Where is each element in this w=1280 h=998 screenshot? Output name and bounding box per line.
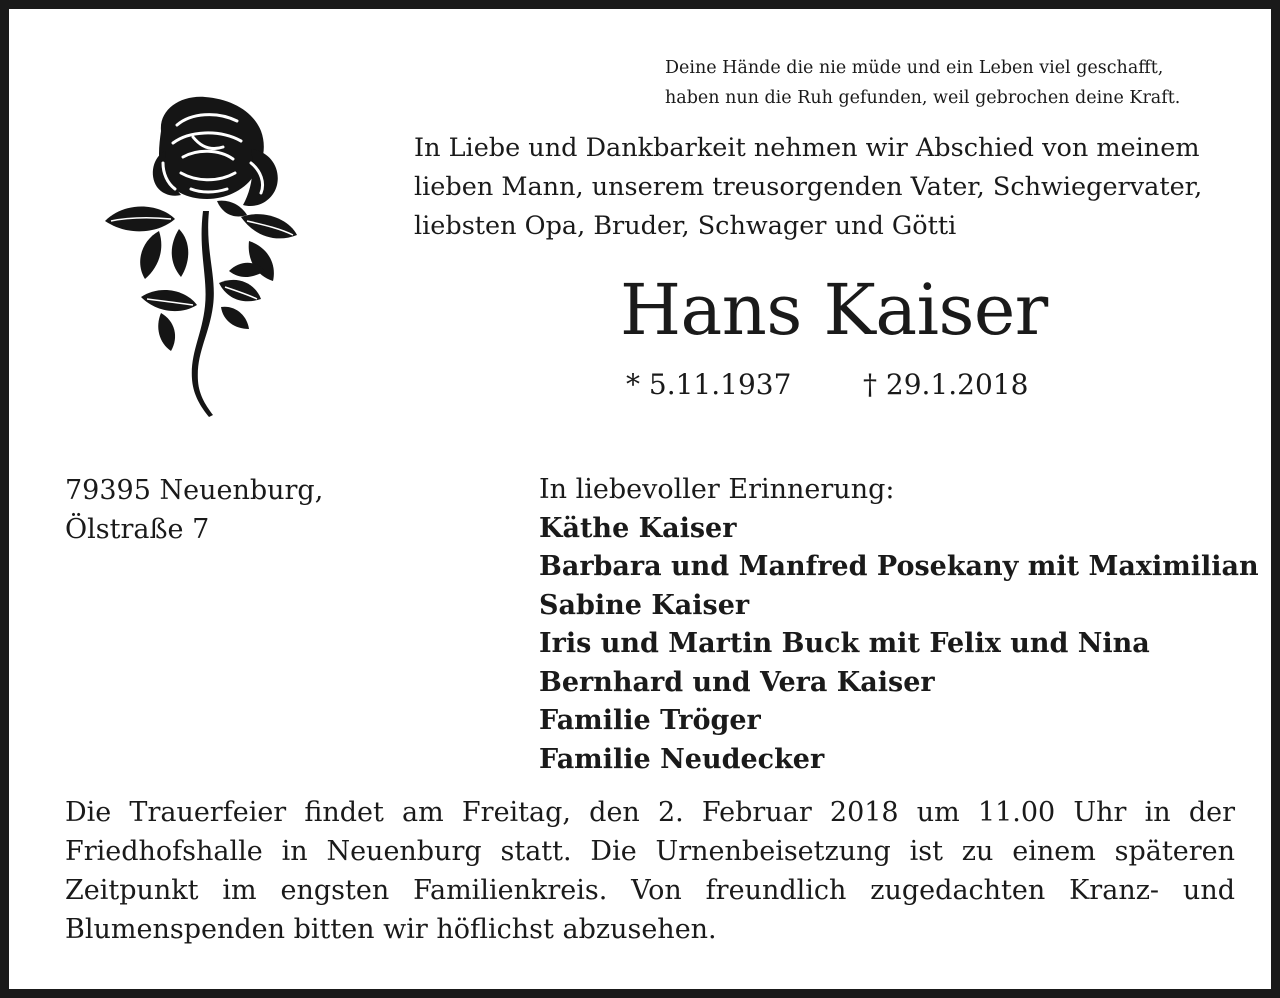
memorial-poem xyxy=(665,53,1265,113)
poem-line: Deine Hände die nie müde und ein Leben viel geschafft, xyxy=(665,58,1164,78)
intro-line: liebsten Opa, Bruder, Schwager und Götti xyxy=(414,211,957,241)
farewell-intro xyxy=(414,129,1274,246)
mourner-name: Käthe Kaiser xyxy=(539,512,737,544)
death-date: † 29.1.2018 xyxy=(863,368,1029,401)
mourner-name: Barbara und Manfred Posekany mit Maximilian xyxy=(539,551,1259,582)
poem-line: haben nun die Ruh gefunden, weil gebrochen deine Kraft. xyxy=(665,88,1181,108)
family-address xyxy=(65,471,323,549)
mourner-name: Sabine Kaiser xyxy=(539,589,750,621)
birth-date: * 5.11.1937 xyxy=(626,368,792,401)
address-line: 79395 Neuenburg, xyxy=(65,475,324,506)
mourner-name: Familie Neudecker xyxy=(539,743,825,775)
rose-icon xyxy=(101,91,301,419)
mourners-lead: In liebevoller Erinnerung: xyxy=(539,474,895,505)
deceased-name: Hans Kaiser xyxy=(620,269,1048,351)
address-line: Ölstraße 7 xyxy=(65,514,210,545)
mourner-name: Iris und Martin Buck mit Felix und Nina xyxy=(539,628,1150,659)
funeral-notice: Die Trauerfeier findet am Freitag, den 2. Februar 2018 um 11.00 Uhr in der Friedhofshalle in Neuenburg statt. Die Urnenbeisetzung ist zu einem späteren Zeitpunkt im engsten Familienkreis. Von freundlich zugedachten Kranz- und Blumenspenden bitten wir höflichst abzusehen. xyxy=(65,797,1235,945)
intro-line: lieben Mann, unserem treusorgenden Vater, Schwiegervater, xyxy=(414,172,1203,202)
mourner-name: Bernhard und Vera Kaiser xyxy=(539,666,935,698)
mourner-name: Familie Tröger xyxy=(539,705,761,736)
mourners-list xyxy=(539,471,1279,779)
intro-line: In Liebe und Dankbarkeit nehmen wir Abschied von meinem xyxy=(414,133,1200,163)
